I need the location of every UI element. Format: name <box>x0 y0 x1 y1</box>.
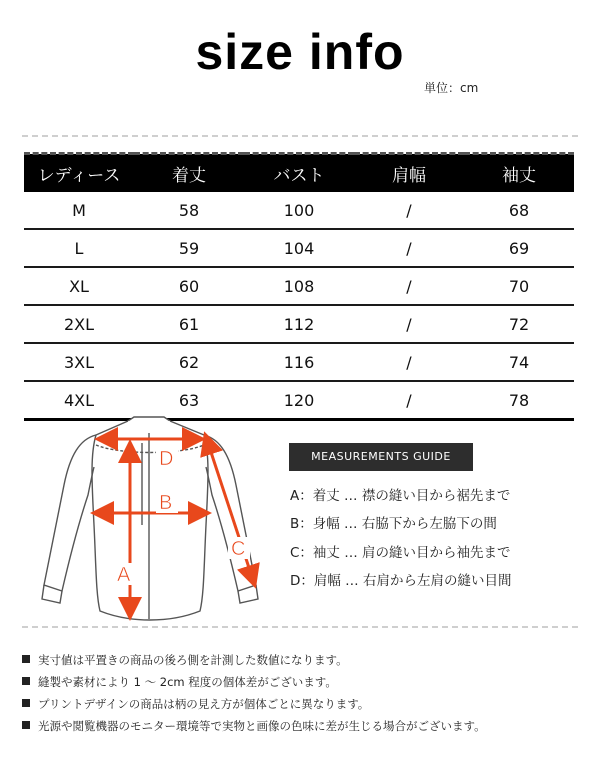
guide-item-c: C：袖丈 … 肩の縫い目から袖先まで <box>290 545 511 561</box>
cell-length: 60 <box>134 267 244 305</box>
cell-size: M <box>24 192 134 229</box>
label-d: D <box>159 448 174 470</box>
dashed-divider <box>22 135 578 137</box>
cell-size: XL <box>24 267 134 305</box>
shirt-diagram <box>30 415 270 635</box>
cell-length: 63 <box>134 381 244 420</box>
note-text: プリントデザインの商品は柄の見え方が個体ごとに異なります。 <box>38 697 370 711</box>
cell-length: 61 <box>134 305 244 343</box>
cell-shoulder: / <box>354 305 464 343</box>
note-text: 実寸値は平置きの商品の後ろ側を計測した数値になります。 <box>38 653 348 667</box>
guide-item-b: B：身幅 … 右脇下から左脇下の間 <box>290 516 497 532</box>
table-row <box>24 229 574 267</box>
cell-bust: 120 <box>244 381 354 420</box>
label-c: C <box>231 538 246 560</box>
cell-length: 58 <box>134 192 244 229</box>
bullet-square-icon <box>22 677 30 685</box>
cell-shoulder: / <box>354 267 464 305</box>
cell-sleeve: 70 <box>464 267 574 305</box>
unit-label: 単位：cm <box>424 81 479 95</box>
note-text: 縫製や素材により 1 ～ 2cm 程度の個体差がございます。 <box>38 675 337 689</box>
cell-shoulder: / <box>354 192 464 229</box>
table-row <box>24 305 574 343</box>
bullet-square-icon <box>22 721 30 729</box>
cell-size: 2XL <box>24 305 134 343</box>
table-header-row <box>24 154 574 193</box>
label-a: A <box>117 564 131 586</box>
cell-sleeve: 69 <box>464 229 574 267</box>
page-title: size info <box>195 24 405 80</box>
cell-sleeve: 72 <box>464 305 574 343</box>
note-item <box>22 652 348 668</box>
cell-length: 59 <box>134 229 244 267</box>
label-b: B <box>159 492 173 514</box>
bullet-square-icon <box>22 699 30 707</box>
cell-sleeve: 74 <box>464 343 574 381</box>
dashed-divider <box>22 626 578 628</box>
table-row <box>24 381 574 420</box>
cell-size: 3XL <box>24 343 134 381</box>
cell-bust: 112 <box>244 305 354 343</box>
table-row <box>24 192 574 229</box>
cell-size: L <box>24 229 134 267</box>
header-length: 着丈 <box>134 154 244 193</box>
cell-bust: 108 <box>244 267 354 305</box>
arrow-c-sleeve <box>206 437 254 583</box>
shirt-outline <box>42 417 258 620</box>
cell-shoulder: / <box>354 229 464 267</box>
cell-sleeve: 78 <box>464 381 574 420</box>
header-shoulder: 肩幅 <box>354 154 464 193</box>
cell-shoulder: / <box>354 381 464 420</box>
cell-bust: 104 <box>244 229 354 267</box>
guide-item-d: D：肩幅 … 右肩から左肩の縫い目間 <box>290 573 512 589</box>
guide-item-a: A：着丈 … 襟の縫い目から裾先まで <box>290 488 511 504</box>
guide-title: MEASUREMENTS GUIDE <box>289 443 473 471</box>
header-bust: バスト <box>244 154 354 193</box>
table-row <box>24 267 574 305</box>
header-sleeve: 袖丈 <box>464 154 574 193</box>
note-item <box>22 718 486 734</box>
bullet-square-icon <box>22 655 30 663</box>
cell-length: 62 <box>134 343 244 381</box>
note-item <box>22 696 369 712</box>
note-item <box>22 674 337 690</box>
cell-bust: 116 <box>244 343 354 381</box>
cell-size: 4XL <box>24 381 134 420</box>
cell-sleeve: 68 <box>464 192 574 229</box>
cell-bust: 100 <box>244 192 354 229</box>
note-text: 光源や閲覧機器のモニター環境等で実物と画像の色味に差が生じる場合がございます。 <box>38 719 486 733</box>
table-row <box>24 343 574 381</box>
cell-shoulder: / <box>354 343 464 381</box>
header-size: レディース <box>24 154 134 193</box>
size-table <box>24 152 574 421</box>
